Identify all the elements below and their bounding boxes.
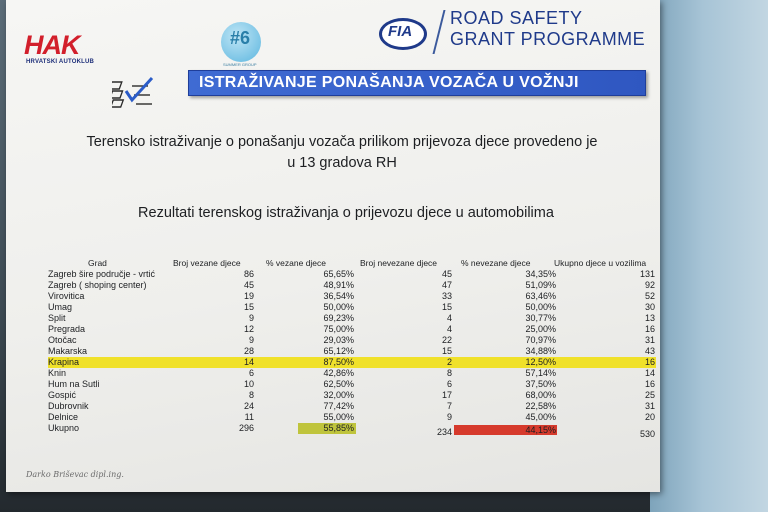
cell-ukupno: 25 bbox=[644, 390, 655, 400]
cell-posto-nevezane: 51,09% bbox=[525, 280, 556, 290]
cell-broj-vezane: 14 bbox=[243, 357, 254, 367]
table-row bbox=[48, 291, 656, 302]
cell-grad: Virovitica bbox=[48, 291, 85, 301]
header-broj-vezane: Broj vezane djece bbox=[173, 258, 241, 268]
table-row bbox=[48, 368, 656, 379]
cell-broj-vezane: 12 bbox=[243, 324, 254, 334]
intro-text bbox=[62, 132, 622, 174]
cell-posto-vezane: 87,50% bbox=[323, 357, 354, 367]
cell-broj-vezane: 11 bbox=[244, 412, 254, 422]
table-row bbox=[48, 379, 656, 390]
header-broj-nevezane: Broj nevezane djece bbox=[360, 258, 438, 268]
table-row bbox=[48, 269, 656, 280]
cell-broj-nevezane: 4 bbox=[446, 313, 452, 323]
table-row bbox=[48, 390, 656, 401]
cell-posto-nevezane: 25,00% bbox=[525, 324, 556, 334]
header-grad: Grad bbox=[88, 258, 107, 268]
cell-posto-vezane: 29,03% bbox=[323, 335, 354, 345]
cell-ukupno: 30 bbox=[644, 302, 655, 312]
cell-posto-vezane: 50,00% bbox=[323, 302, 354, 312]
table-total-row bbox=[48, 423, 656, 439]
cell-grad: Krapina bbox=[48, 357, 80, 367]
title-banner bbox=[188, 70, 646, 96]
header-posto-vezane: % vezane djece bbox=[266, 258, 327, 268]
programme-title-line1: ROAD SAFETY bbox=[450, 8, 583, 28]
hak-logo-subtitle: HRVATSKI AUTOKLUB bbox=[26, 59, 95, 65]
cell-posto-vezane: 65,65% bbox=[323, 269, 354, 279]
wall-right-side bbox=[650, 0, 768, 512]
total-label: Ukupno bbox=[48, 423, 80, 433]
cell-posto-nevezane: 34,88% bbox=[525, 346, 556, 356]
cell-grad: Pregrada bbox=[48, 324, 86, 334]
cell-posto-nevezane: 57,14% bbox=[525, 368, 556, 378]
cell-grad: Hum na Sutli bbox=[48, 379, 100, 389]
cell-ukupno: 16 bbox=[644, 324, 655, 334]
cell-ukupno: 31 bbox=[644, 335, 655, 345]
cell-posto-vezane: 69,23% bbox=[323, 313, 354, 323]
cell-ukupno: 14 bbox=[644, 368, 655, 378]
checklist-icon bbox=[112, 76, 168, 112]
total-posto-vezane: 55,85% bbox=[323, 423, 354, 433]
programme-title-line2: GRANT PROGRAMME bbox=[450, 29, 646, 49]
results-table bbox=[48, 258, 656, 439]
cell-grad: Umag bbox=[48, 302, 73, 312]
cell-posto-nevezane: 45,00% bbox=[525, 412, 556, 422]
cell-posto-nevezane: 68,00% bbox=[525, 390, 556, 400]
cell-broj-nevezane: 8 bbox=[446, 368, 452, 378]
cell-broj-vezane: 19 bbox=[243, 291, 254, 301]
programme-title bbox=[450, 8, 660, 50]
author-signature: Darko Briševac dipl.ing. bbox=[26, 470, 124, 479]
bubble-logo bbox=[221, 22, 263, 66]
cell-broj-vezane: 9 bbox=[248, 335, 254, 345]
cell-broj-nevezane: 4 bbox=[446, 324, 452, 334]
cell-posto-vezane: 77,42% bbox=[323, 401, 354, 411]
cell-broj-nevezane: 47 bbox=[441, 280, 452, 290]
cell-broj-vezane: 24 bbox=[243, 401, 254, 411]
cell-broj-vezane: 45 bbox=[243, 280, 254, 290]
cell-ukupno: 92 bbox=[644, 280, 655, 290]
intro-line-2: u 13 gradova RH bbox=[287, 155, 397, 171]
cell-broj-nevezane: 45 bbox=[441, 269, 452, 279]
hak-logo-mark: HAK bbox=[24, 30, 80, 60]
cell-posto-nevezane: 63,46% bbox=[525, 291, 556, 301]
cell-posto-nevezane: 34,35% bbox=[525, 269, 556, 279]
cell-broj-vezane: 6 bbox=[248, 368, 254, 378]
cell-grad: Split bbox=[48, 313, 66, 323]
table-row bbox=[48, 401, 656, 412]
cell-posto-vezane: 75,00% bbox=[323, 324, 354, 334]
cell-broj-nevezane: 9 bbox=[446, 412, 452, 422]
cell-posto-nevezane: 12,50% bbox=[525, 357, 556, 367]
fia-logo-mark: FIA bbox=[388, 23, 413, 40]
cell-ukupno: 131 bbox=[639, 269, 655, 279]
cell-posto-vezane: 36,54% bbox=[323, 291, 354, 301]
cell-broj-nevezane: 22 bbox=[441, 335, 452, 345]
table-row bbox=[48, 335, 656, 346]
fia-logo bbox=[379, 18, 429, 50]
cell-ukupno: 20 bbox=[644, 412, 655, 422]
total-ukupno: 530 bbox=[639, 429, 655, 439]
total-broj-vezane: 296 bbox=[238, 423, 254, 433]
table-row bbox=[48, 412, 656, 423]
cell-posto-vezane: 65,12% bbox=[323, 346, 354, 356]
table-row bbox=[48, 357, 656, 368]
cell-grad: Makarska bbox=[48, 346, 88, 356]
cell-broj-nevezane: 33 bbox=[441, 291, 452, 301]
cell-posto-nevezane: 37,50% bbox=[525, 379, 556, 389]
cell-broj-vezane: 10 bbox=[243, 379, 254, 389]
cell-grad: Zagreb ( shoping center) bbox=[48, 280, 147, 290]
cell-grad: Zagreb šire područje - vrtić bbox=[48, 269, 156, 279]
logo-divider bbox=[433, 10, 446, 54]
cell-broj-nevezane: 6 bbox=[446, 379, 452, 389]
cell-ukupno: 13 bbox=[644, 313, 655, 323]
table-body bbox=[48, 269, 656, 423]
cell-grad: Otočac bbox=[48, 335, 77, 345]
cell-grad: Delnice bbox=[48, 412, 79, 422]
table-row bbox=[48, 302, 656, 313]
cell-ukupno: 16 bbox=[644, 357, 655, 367]
cell-posto-nevezane: 30,77% bbox=[525, 313, 556, 323]
cell-grad: Dubrovnik bbox=[48, 401, 89, 411]
results-heading: Rezultati terenskog istraživanja o prijevozu djece u automobilima bbox=[138, 205, 554, 221]
cell-ukupno: 52 bbox=[644, 291, 655, 301]
table-row bbox=[48, 324, 656, 335]
cell-broj-vezane: 9 bbox=[248, 313, 254, 323]
cell-posto-nevezane: 50,00% bbox=[525, 302, 556, 312]
cell-broj-nevezane: 17 bbox=[441, 390, 452, 400]
cell-broj-vezane: 8 bbox=[248, 390, 254, 400]
cell-grad: Knin bbox=[48, 368, 67, 378]
cell-broj-vezane: 28 bbox=[243, 346, 254, 356]
cell-broj-nevezane: 15 bbox=[441, 302, 452, 312]
bubble-logo-caption: SUMMER GROUP bbox=[223, 62, 257, 67]
bubble-logo-number: #6 bbox=[230, 28, 251, 48]
cell-broj-vezane: 15 bbox=[243, 302, 254, 312]
cell-posto-vezane: 62,50% bbox=[323, 379, 354, 389]
cell-posto-vezane: 42,86% bbox=[323, 368, 354, 378]
cell-ukupno: 43 bbox=[644, 346, 655, 356]
table-row bbox=[48, 346, 656, 357]
cell-posto-nevezane: 70,97% bbox=[525, 335, 556, 345]
total-broj-nevezane: 234 bbox=[436, 427, 452, 437]
cell-ukupno: 16 bbox=[644, 379, 655, 389]
cell-broj-nevezane: 2 bbox=[446, 357, 452, 367]
total-posto-nevezane: 44,15% bbox=[525, 425, 556, 435]
table-row bbox=[48, 280, 656, 291]
cell-posto-nevezane: 22,58% bbox=[525, 401, 556, 411]
cell-posto-vezane: 55,00% bbox=[323, 412, 354, 422]
header-posto-nevezane: % nevezane djece bbox=[461, 258, 531, 268]
cell-broj-nevezane: 7 bbox=[446, 401, 452, 411]
presentation-slide bbox=[6, 0, 660, 492]
cell-ukupno: 31 bbox=[644, 401, 655, 411]
cell-broj-nevezane: 15 bbox=[441, 346, 452, 356]
cell-posto-vezane: 48,91% bbox=[323, 280, 354, 290]
banner-title: ISTRAŽIVANJE PONAŠANJA VOZAČA U VOŽNJI bbox=[199, 74, 579, 91]
table-row bbox=[48, 313, 656, 324]
cell-grad: Gospić bbox=[48, 390, 77, 400]
cell-posto-vezane: 32,00% bbox=[323, 390, 354, 400]
cell-broj-vezane: 86 bbox=[243, 269, 254, 279]
hak-logo bbox=[24, 30, 110, 70]
intro-line-1: Terensko istraživanje o ponašanju vozača prilikom prijevoza djece provedeno je bbox=[86, 134, 598, 150]
header-ukupno: Ukupno djece u vozilima bbox=[554, 258, 647, 268]
table-header bbox=[48, 258, 656, 269]
